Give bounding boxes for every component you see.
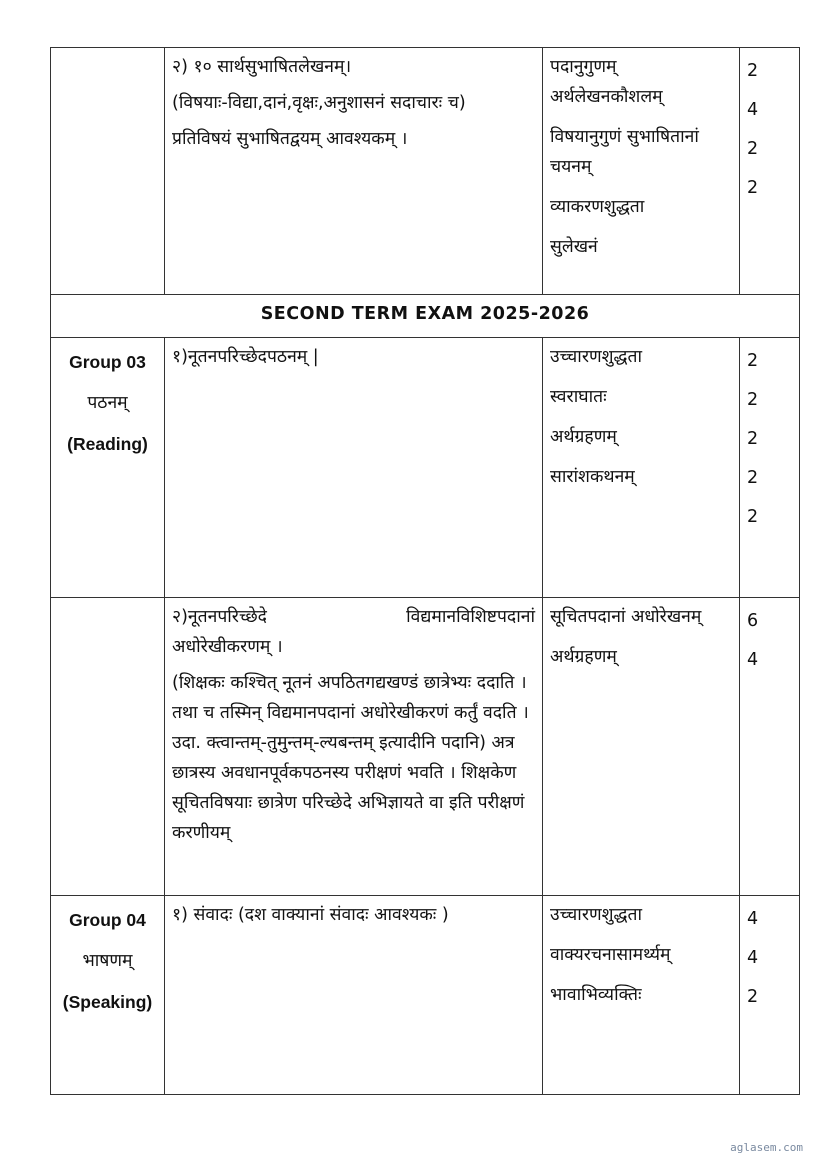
criterion: स्वराघातः bbox=[550, 387, 607, 407]
criterion: अर्थलेखनकौशलम् bbox=[550, 87, 663, 107]
criteria-cell bbox=[543, 896, 740, 1095]
task-title: २) १० सार्थसुभाषितलेखनम्। bbox=[172, 57, 352, 77]
task-title: २)नूतनपरिच्छेदे विद्यमानविशिष्टपदानां bbox=[172, 607, 535, 627]
mark: 4 bbox=[747, 100, 759, 120]
table-row bbox=[51, 896, 800, 1095]
mark: 2 bbox=[747, 390, 759, 410]
group-name: पठनम् bbox=[87, 393, 128, 413]
criterion: भावाभिव्यक्तिः bbox=[550, 985, 642, 1005]
group-label: Group 04 bbox=[69, 910, 146, 930]
criteria-cell bbox=[543, 598, 740, 896]
marks-cell bbox=[740, 338, 800, 598]
criteria-cell bbox=[543, 48, 740, 295]
task-note: प्रतिविषयं सुभाषितद्वयम् आवश्यकम् । bbox=[172, 129, 408, 149]
mark: 4 bbox=[747, 909, 759, 929]
task-description: (शिक्षकः कश्चित् नूतनं अपठितगद्यखण्डं छात्रेभ्यः ददाति । तथा च तस्मिन् विद्यमानपदानां अधोरेखीकरणं कर्तुं वदति । उदा. क्त्वान्तम्-तुमुन्तम्-ल्यबन्तम् इत्यादीनि पदानि) अत्र छात्रस्य अवधानपूर्वकपठनस्य परीक्षणं भवति । शिक्षकेण सूचितविषयाः छात्रेण परिच्छेदे अभिज्ञायते वा इति परीक्षणं करणीयम् bbox=[172, 673, 529, 843]
marks-cell bbox=[740, 896, 800, 1095]
mark: 2 bbox=[747, 351, 759, 371]
mark: 6 bbox=[747, 611, 759, 631]
criterion: अर्थग्रहणम् bbox=[550, 427, 617, 447]
group-cell bbox=[51, 598, 165, 896]
mark: 2 bbox=[747, 429, 759, 449]
mark: 2 bbox=[747, 61, 759, 81]
footer-watermark: aglasem.com bbox=[730, 1141, 803, 1154]
group-cell bbox=[51, 338, 165, 598]
mark: 2 bbox=[747, 987, 759, 1007]
criterion: उच्चारणशुद्धता bbox=[550, 347, 643, 367]
table-row bbox=[51, 48, 800, 295]
mark: 2 bbox=[747, 139, 759, 159]
group-cell bbox=[51, 896, 165, 1095]
marks-cell bbox=[740, 598, 800, 896]
table-row bbox=[51, 598, 800, 896]
criterion: पदानुगुणम् bbox=[550, 57, 617, 77]
group-label: Group 03 bbox=[69, 352, 146, 372]
marks-cell bbox=[740, 48, 800, 295]
criterion: सारांशकथनम् bbox=[550, 467, 635, 487]
task-cell bbox=[165, 338, 543, 598]
mark: 4 bbox=[747, 948, 759, 968]
task-title: १) संवादः (दश वाक्यानां संवादः आवश्यकः ) bbox=[172, 905, 449, 925]
criterion: विषयानुगुणं सुभाषितानां चयनम् bbox=[550, 127, 699, 177]
criterion: व्याकरणशुद्धता bbox=[550, 197, 645, 217]
term-heading: SECOND TERM EXAM 2025-2026 bbox=[51, 295, 800, 338]
criterion: सुलेखनं bbox=[550, 237, 598, 257]
group-english: (Reading) bbox=[67, 434, 148, 454]
task-cell bbox=[165, 48, 543, 295]
mark: 2 bbox=[747, 178, 759, 198]
mark: 2 bbox=[747, 468, 759, 488]
task-title-cont: अधोरेखीकरणम् । bbox=[172, 637, 283, 657]
group-english: (Speaking) bbox=[62, 992, 153, 1012]
criterion: अर्थग्रहणम् bbox=[550, 647, 617, 667]
term-heading-row bbox=[51, 295, 800, 338]
mark: 4 bbox=[747, 650, 759, 670]
group-name: भाषणम् bbox=[82, 951, 133, 971]
task-cell bbox=[165, 896, 543, 1095]
group-cell bbox=[51, 48, 165, 295]
table-row bbox=[51, 338, 800, 598]
task-cell bbox=[165, 598, 543, 896]
criterion: सूचितपदानां अधोरेखनम् bbox=[550, 607, 702, 627]
criterion: उच्चारणशुद्धता bbox=[550, 905, 643, 925]
criteria-cell bbox=[543, 338, 740, 598]
mark: 2 bbox=[747, 507, 759, 527]
assessment-table bbox=[50, 47, 800, 1095]
task-topics: (विषयाः-विद्या,दानं,वृक्षः,अनुशासनं सदाचारः च) bbox=[172, 93, 466, 113]
criterion: वाक्यरचनासामर्थ्यम् bbox=[550, 945, 671, 965]
task-title: १)नूतनपरिच्छेदपठनम् | bbox=[172, 347, 319, 367]
